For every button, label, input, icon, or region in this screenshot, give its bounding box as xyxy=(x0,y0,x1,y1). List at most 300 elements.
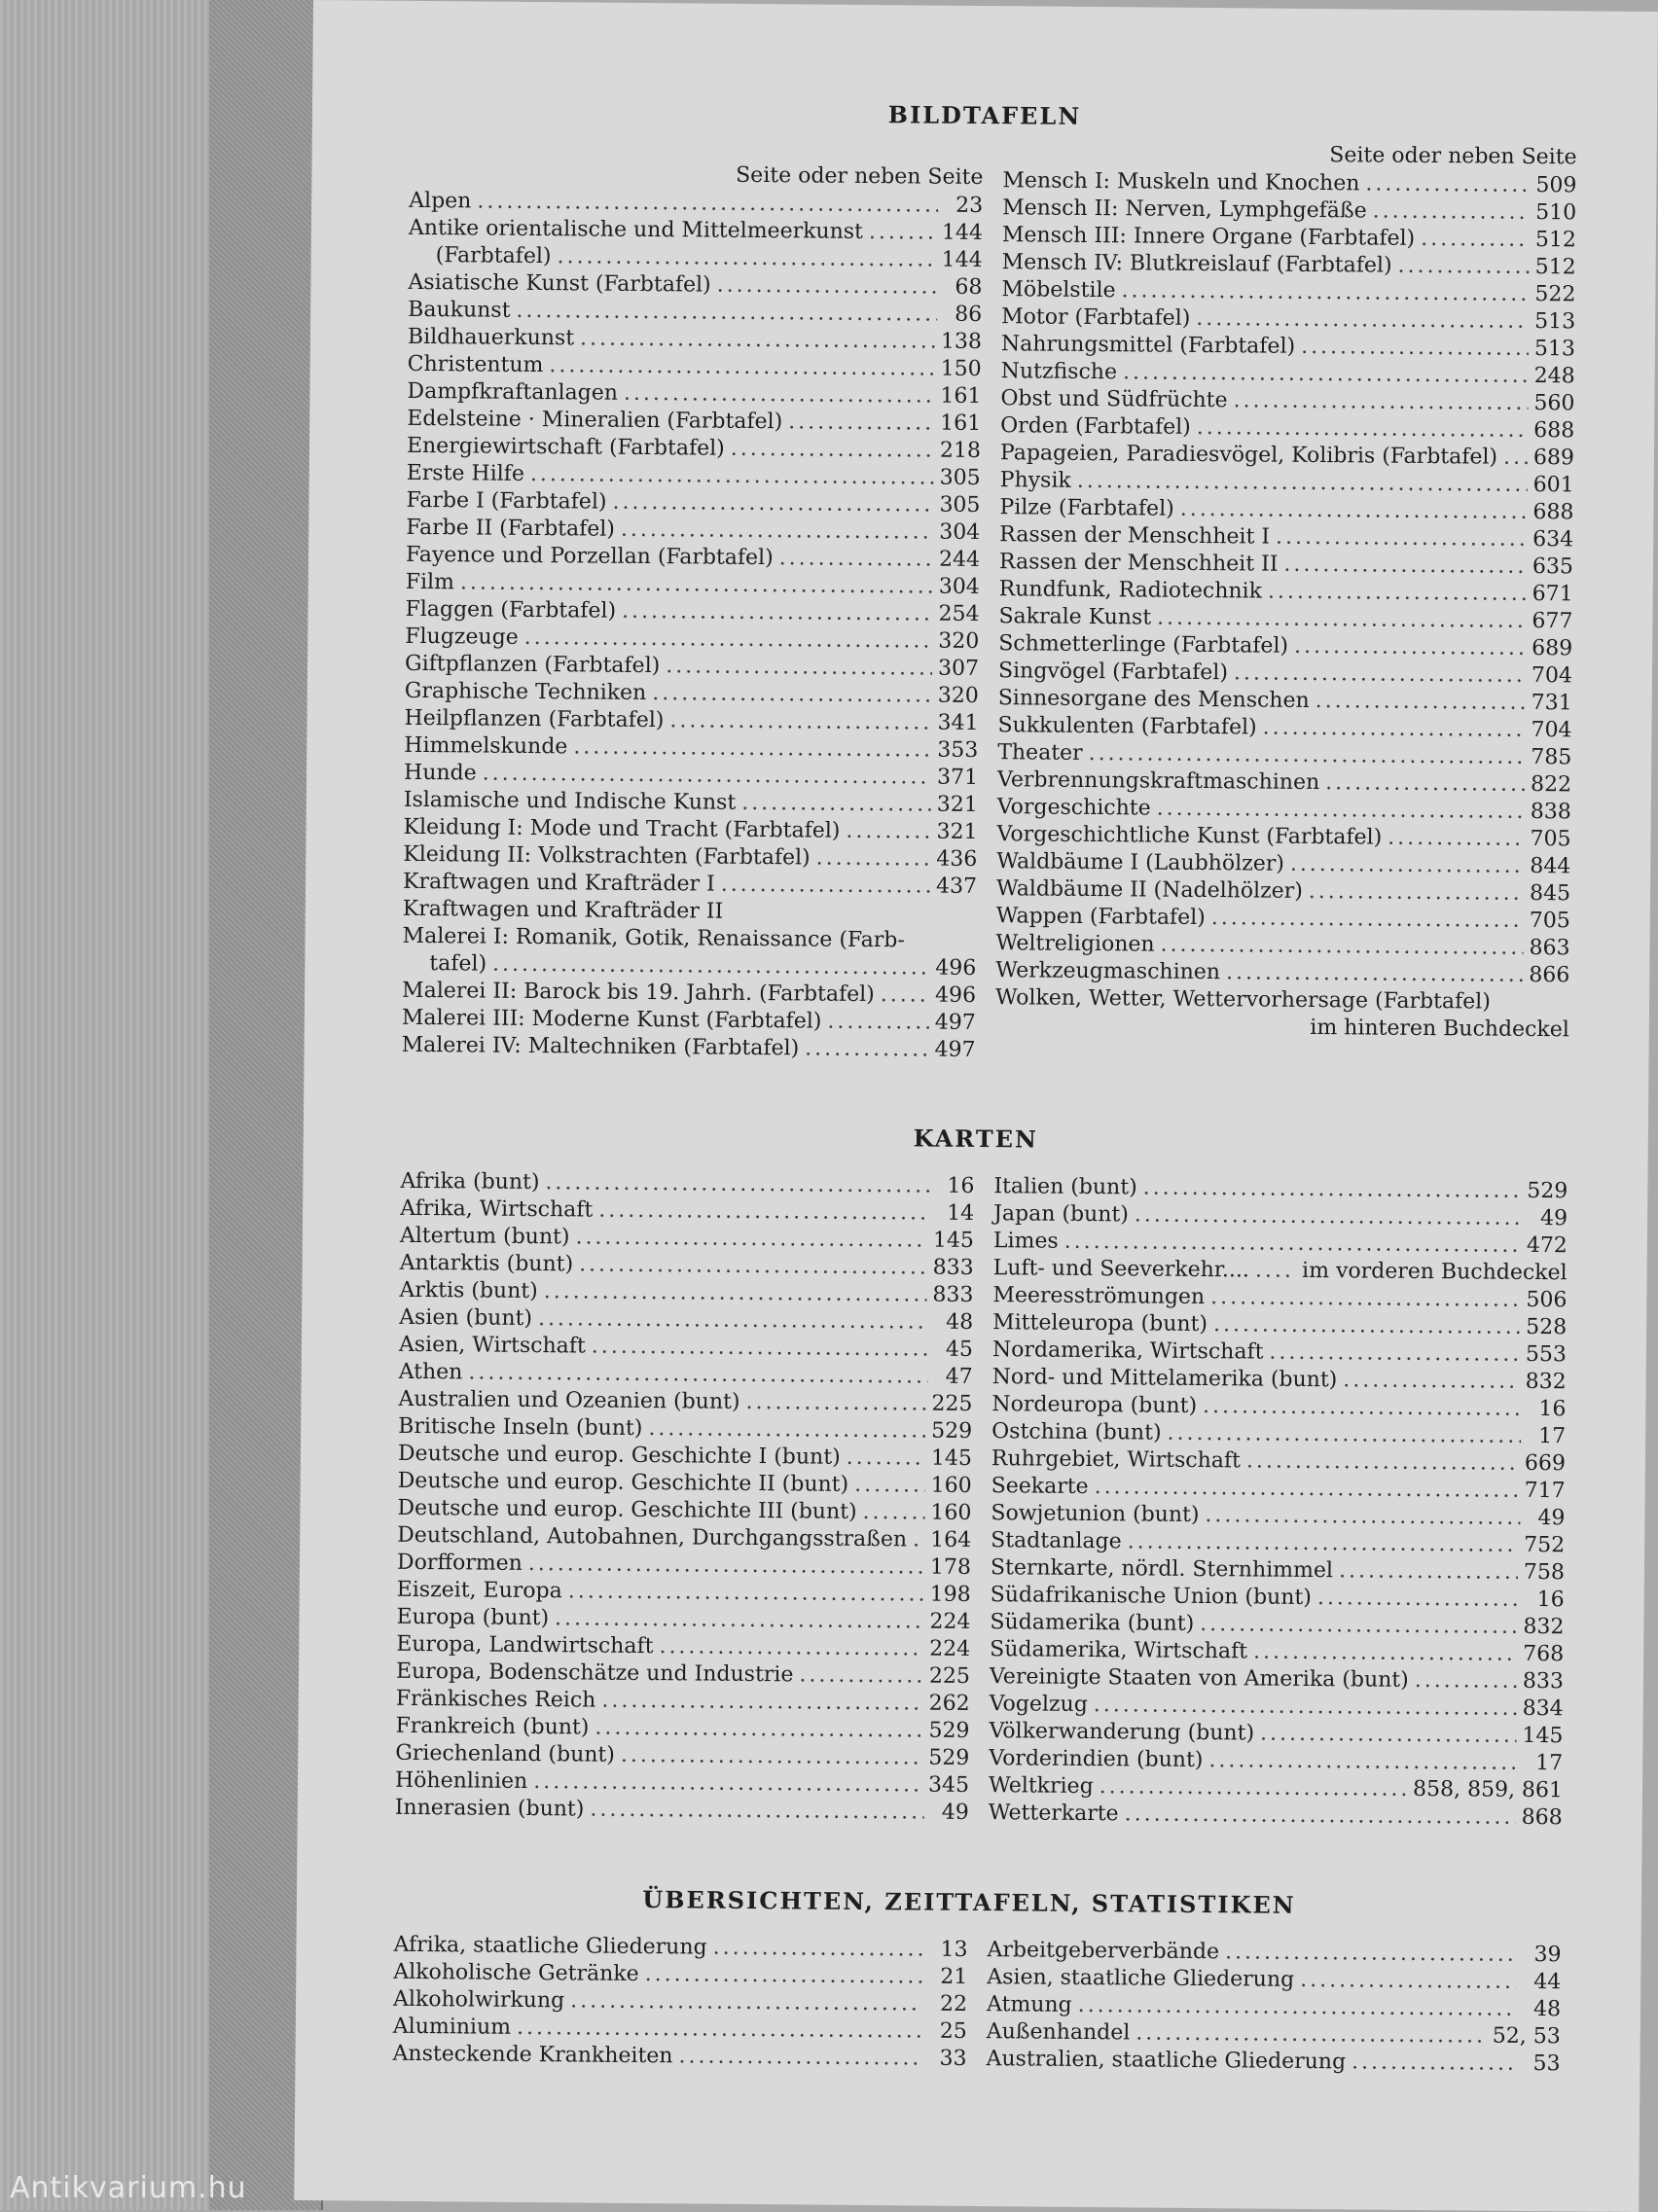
entry-page-number: 53 xyxy=(1521,2051,1560,2078)
karten-right-column xyxy=(989,1173,1568,1832)
entry-page-number: 353 xyxy=(937,737,978,765)
entry-page-number: 529 xyxy=(931,1418,972,1445)
entry-label: Film xyxy=(406,569,454,596)
leader-dots xyxy=(1167,1420,1521,1450)
leader-dots xyxy=(492,951,929,982)
entry-page-number: 832 xyxy=(1523,1614,1564,1641)
leader-dots xyxy=(659,1633,923,1662)
entry-page-number: 472 xyxy=(1527,1232,1568,1260)
leader-dots xyxy=(1397,253,1529,281)
entry-page-number: 305 xyxy=(939,492,980,519)
leader-dots xyxy=(1290,851,1525,880)
entry-page-number: 304 xyxy=(939,519,980,547)
entry-label: Mensch II: Nerven, Lymphgefäße xyxy=(1002,195,1367,225)
entry-page-number: 145 xyxy=(931,1445,972,1473)
entry-page-number: 224 xyxy=(929,1609,970,1636)
entry-page-number: 866 xyxy=(1529,962,1569,989)
entry-page-number: 704 xyxy=(1532,662,1572,690)
entry-label: Südafrikanische Union (bunt) xyxy=(991,1582,1312,1612)
entry-label: Völkerwanderung (bunt) xyxy=(989,1718,1254,1747)
entry-page-number: 705 xyxy=(1530,908,1570,935)
leader-dots xyxy=(1316,688,1526,717)
leader-dots xyxy=(678,2043,921,2072)
entry-label: Vorderindien (bunt) xyxy=(989,1745,1203,1774)
leader-dots xyxy=(1253,1638,1517,1667)
entry-label: Weltkrieg xyxy=(989,1772,1094,1801)
entry-page-number: 506 xyxy=(1526,1287,1567,1314)
entry-page-number: 307 xyxy=(938,656,979,683)
entry-label: Vorgeschichte xyxy=(997,794,1151,822)
section-title-bildtafeln: BILDTAFELN xyxy=(312,95,1657,135)
leader-dots xyxy=(622,598,933,628)
leader-dots xyxy=(1205,1502,1520,1532)
leader-dots xyxy=(881,981,930,1009)
entry-page-number: 512 xyxy=(1535,227,1576,254)
entry-page-number: 48 xyxy=(1522,1996,1561,2023)
index-entry xyxy=(392,2041,966,2073)
leader-dots xyxy=(516,298,937,329)
leader-dots xyxy=(1343,1367,1520,1396)
entry-label: Afrika, staatliche Gliederung xyxy=(393,1932,706,1962)
entry-label: Himmelskunde xyxy=(404,732,567,761)
entry-label: Dampfkraftanlagen xyxy=(407,378,618,408)
leader-dots xyxy=(1135,2019,1487,2050)
leader-dots xyxy=(1300,1967,1516,1996)
leader-dots xyxy=(1415,1667,1517,1695)
leader-dots xyxy=(779,545,934,573)
entry-label: Giftpflanzen (Farbtafel) xyxy=(405,651,660,680)
leader-dots xyxy=(648,1415,925,1445)
entry-label: Innerasien (bunt) xyxy=(395,1795,585,1824)
leader-dots xyxy=(621,517,934,547)
entry-label: Nordeuropa (bunt) xyxy=(991,1391,1197,1420)
entry-label: Vereinigte Staaten von Amerika (bunt) xyxy=(990,1663,1409,1695)
leader-dots xyxy=(1309,878,1524,908)
leader-dots xyxy=(1246,1447,1519,1477)
leader-dots xyxy=(1339,1557,1518,1587)
leader-dots xyxy=(713,1935,923,1964)
entry-page-number: 17 xyxy=(1527,1423,1566,1450)
leader-dots xyxy=(528,1551,924,1582)
entry-page-number: 150 xyxy=(941,356,982,383)
leader-dots xyxy=(621,1742,923,1772)
leader-dots xyxy=(1317,1585,1520,1614)
entry-page-number: 528 xyxy=(1526,1314,1567,1341)
leader-dots xyxy=(580,325,935,355)
entry-label: Islamische und Indische Kunst xyxy=(404,787,737,817)
entry-label: Malerei III: Moderne Kunst (Farbtafel) xyxy=(402,1005,822,1036)
entry-page-number: 144 xyxy=(942,220,983,247)
entry-page-number: 320 xyxy=(938,683,979,710)
entry-label: Nutzfische xyxy=(1001,358,1118,386)
entry-label: Sukkulenten (Farbtafel) xyxy=(997,712,1256,741)
leader-dots xyxy=(1294,633,1526,662)
entry-label: Pilze (Farbtafel) xyxy=(999,494,1174,523)
entry-page-number: 45 xyxy=(934,1337,973,1364)
entry-label: (Farbtafel) xyxy=(436,242,552,270)
leader-dots xyxy=(477,188,938,219)
entry-label: Flaggen (Farbtafel) xyxy=(405,596,616,625)
entry-label: Südamerika (bunt) xyxy=(990,1609,1194,1638)
entry-label: Vogelzug xyxy=(990,1691,1088,1719)
leader-dots xyxy=(595,1715,922,1745)
uebersichten-right-list xyxy=(986,1937,1561,2078)
entry-page-number: 833 xyxy=(933,1255,974,1282)
leader-dots xyxy=(1095,1474,1519,1505)
entry-page-number: 33 xyxy=(927,2046,966,2073)
leader-dots xyxy=(524,624,933,656)
leader-dots xyxy=(1225,1939,1517,1969)
entry-page-number: 262 xyxy=(929,1691,970,1718)
entry-page-number: 44 xyxy=(1522,1969,1561,1996)
entry-page-number: 496 xyxy=(935,982,976,1010)
entry-label: Nahrungsmittel (Farbtafel) xyxy=(1001,331,1295,361)
entry-label: Atmung xyxy=(987,1991,1072,2019)
entry-label: Japan (bunt) xyxy=(993,1200,1129,1229)
entry-label: Ruhrgebiet, Wirtschaft xyxy=(991,1445,1241,1475)
entry-page-number: 48 xyxy=(934,1309,973,1337)
leader-dots xyxy=(530,461,934,492)
entry-label: Farbe II (Farbtafel) xyxy=(406,515,615,544)
entry-label: Nord- und Mittelamerika (bunt) xyxy=(992,1364,1338,1394)
entry-page-number: 635 xyxy=(1532,553,1573,581)
entry-page-number: 22 xyxy=(928,1991,967,2018)
entry-label: Obst und Südfrüchte xyxy=(1000,385,1227,414)
entry-label: Kleidung I: Mode und Tracht (Farbtafel) xyxy=(403,814,840,845)
entry-label: Ansteckende Krankheiten xyxy=(392,2041,672,2071)
entry-label: Stadtanlage xyxy=(991,1527,1122,1555)
entry-label: Physik xyxy=(1000,467,1071,495)
leader-dots xyxy=(601,1688,923,1718)
leader-dots xyxy=(557,243,935,273)
entry-label: Mitteleuropa (bunt) xyxy=(992,1309,1207,1338)
leader-dots xyxy=(1208,1747,1518,1777)
entry-label: Frankreich (bunt) xyxy=(395,1713,589,1742)
leader-dots xyxy=(1255,1257,1296,1284)
entry-label: Europa (bunt) xyxy=(396,1604,549,1632)
entry-page-number: 320 xyxy=(938,628,979,656)
leader-dots xyxy=(1143,1174,1522,1204)
index-entry xyxy=(986,2046,1560,2078)
entry-label: Britische Inseln (bunt) xyxy=(398,1413,642,1443)
leader-dots xyxy=(1089,740,1526,771)
section-title-karten: KARTEN xyxy=(304,1119,1648,1159)
index-entry xyxy=(987,1964,1561,1996)
entry-page-number: 47 xyxy=(934,1364,973,1391)
leader-dots xyxy=(549,352,934,382)
leader-dots xyxy=(869,219,936,247)
entry-page-number: 437 xyxy=(936,874,977,901)
entry-label: Kraftwagen und Krafträder I xyxy=(403,869,715,899)
entry-label: Rundfunk, Radiotechnik xyxy=(999,576,1262,605)
entry-page-number: 704 xyxy=(1531,717,1571,744)
leader-dots xyxy=(590,1797,924,1827)
leader-dots xyxy=(555,1605,924,1635)
entry-page-number: 513 xyxy=(1534,336,1575,363)
leader-dots xyxy=(669,707,931,736)
entry-page-number: 341 xyxy=(937,710,978,737)
entry-page-number: 671 xyxy=(1532,581,1573,608)
entry-page-number: 305 xyxy=(940,465,981,492)
section-title-uebersichten: ÜBERSICHTEN, ZEITTAFELN, STATISTIKEN xyxy=(297,1882,1641,1922)
entry-page-number: 16 xyxy=(1527,1396,1566,1423)
entry-label: Kraftwagen und Krafträder II xyxy=(403,896,724,926)
entry-page-number: 39 xyxy=(1522,1942,1561,1969)
entry-label: Orden (Farbtafel) xyxy=(1000,412,1191,442)
entry-label: Erste Hilfe xyxy=(407,460,524,488)
leader-dots xyxy=(721,872,931,901)
entry-label: im hinteren Buchdeckel xyxy=(1310,1015,1569,1044)
entry-page-number: 145 xyxy=(933,1228,974,1255)
index-entry xyxy=(402,1032,976,1064)
entry-page-number: 705 xyxy=(1530,826,1570,853)
entry-page-number: 833 xyxy=(932,1282,973,1309)
entry-page-number: 512 xyxy=(1535,254,1576,281)
leader-dots xyxy=(854,1472,925,1500)
entry-page-number: 198 xyxy=(930,1582,971,1609)
leader-dots xyxy=(1196,305,1529,336)
entry-label: Altertum (bunt) xyxy=(400,1223,570,1252)
entry-label: Meeresströmungen xyxy=(992,1282,1205,1311)
entry-label: Alkoholwirkung xyxy=(393,1986,564,2016)
entry-label: Malerei IV: Maltechniken (Farbtafel) xyxy=(402,1032,800,1063)
leader-dots xyxy=(1099,1773,1408,1803)
entry-page-number: 497 xyxy=(934,1037,975,1064)
entry-label: Werkzeugmaschinen xyxy=(995,957,1220,986)
leader-dots xyxy=(816,845,931,874)
entry-label: Südamerika, Wirtschaft xyxy=(990,1636,1247,1665)
entry-label: Fayence und Porzellan (Farbtafel) xyxy=(406,542,774,572)
leader-dots xyxy=(741,790,931,819)
leader-dots xyxy=(1268,579,1527,608)
leader-dots xyxy=(1157,605,1527,635)
leader-dots xyxy=(538,1305,928,1336)
leader-dots xyxy=(827,1009,929,1037)
entry-label: Sakrale Kunst xyxy=(998,603,1151,631)
karten-right-list xyxy=(989,1173,1568,1832)
entry-page-number: 49 xyxy=(1529,1205,1568,1232)
entry-label: Wappen (Farbtafel) xyxy=(996,903,1206,932)
leader-dots xyxy=(1373,198,1531,227)
entry-label: Verbrennungskraftmaschinen xyxy=(997,767,1319,797)
leader-dots xyxy=(1276,524,1527,553)
entry-label: Asien, staatliche Gliederung xyxy=(987,1964,1294,1994)
entry-page-number: 731 xyxy=(1532,690,1572,717)
watermark: Antikvarium.hu xyxy=(10,2171,247,2205)
entry-page-number: 244 xyxy=(939,547,980,574)
entry-label: Antarktis (bunt) xyxy=(400,1250,574,1279)
leader-dots xyxy=(1128,1528,1519,1559)
leader-dots xyxy=(1503,445,1528,472)
index-entry xyxy=(395,1795,969,1827)
entry-label: Europa, Bodenschätze und Industrie xyxy=(396,1659,794,1690)
leader-dots xyxy=(570,1987,922,2017)
entry-label: Energiewirtschaft (Farbtafel) xyxy=(407,433,725,463)
leader-dots xyxy=(913,1526,924,1553)
entry-page-number: 634 xyxy=(1532,526,1573,553)
leader-dots xyxy=(1135,1201,1523,1231)
entry-page-number: 560 xyxy=(1533,390,1574,417)
entry-page-number: 254 xyxy=(938,601,979,628)
entry-page-number: 838 xyxy=(1531,799,1571,826)
entry-page-number: 553 xyxy=(1526,1341,1567,1369)
entry-page-number: 863 xyxy=(1529,935,1569,962)
entry-label: Edelsteine · Mineralien (Farbtafel) xyxy=(407,406,782,436)
leader-dots xyxy=(545,1169,929,1199)
entry-label: Farbe I (Farbtafel) xyxy=(406,487,606,517)
leader-dots xyxy=(1365,170,1530,198)
bildtafeln-right-list xyxy=(995,167,1577,1044)
leader-dots xyxy=(1210,1284,1520,1314)
leader-dots xyxy=(1077,468,1528,499)
entry-label: Nordamerika, Wirtschaft xyxy=(992,1337,1264,1366)
leader-dots xyxy=(1352,2049,1516,2077)
leader-dots xyxy=(846,818,930,846)
entry-label: Mensch I: Muskeln und Knochen xyxy=(1002,167,1359,197)
entry-label: Athen xyxy=(399,1359,463,1387)
leader-dots xyxy=(1301,334,1529,363)
entry-page-number: 833 xyxy=(1523,1668,1564,1695)
entry-page-number: 161 xyxy=(940,383,981,410)
entry-page-number: 868 xyxy=(1522,1804,1563,1832)
leader-dots xyxy=(460,569,933,600)
entry-label: Möbelstile xyxy=(1001,276,1115,304)
entry-page-number: 371 xyxy=(937,765,978,792)
entry-page-number: 834 xyxy=(1523,1695,1564,1723)
entry-page-number: 178 xyxy=(930,1554,971,1582)
leader-dots xyxy=(1226,959,1524,989)
entry-label: Deutsche und europ. Geschichte II (bunt) xyxy=(398,1468,849,1499)
entry-page-number: 785 xyxy=(1531,744,1571,771)
leader-dots xyxy=(1157,796,1525,826)
entry-page-number: 822 xyxy=(1531,771,1571,799)
entry-page-number: 529 xyxy=(928,1718,969,1745)
leader-dots xyxy=(1121,277,1529,308)
entry-label: Italien (bunt) xyxy=(993,1173,1137,1201)
leader-dots xyxy=(1200,1611,1517,1641)
leader-dots xyxy=(624,380,935,410)
entry-page-number: 13 xyxy=(928,1937,967,1964)
leader-dots xyxy=(612,489,933,519)
entry-page-number: 224 xyxy=(929,1636,970,1663)
entry-label: Mensch IV: Blutkreislauf (Farbtafel) xyxy=(1002,249,1392,279)
entry-page-number: 321 xyxy=(936,819,977,846)
index-entry xyxy=(995,984,1569,1017)
leader-dots xyxy=(1234,660,1526,690)
entry-label: Christentum xyxy=(408,351,544,379)
entry-label: Theater xyxy=(997,739,1083,767)
entry-page-number: 16 xyxy=(935,1173,974,1200)
entry-label: Sinnesorgane des Menschen xyxy=(998,685,1310,715)
entry-label: Wetterkarte xyxy=(989,1800,1119,1828)
entry-page-number: 86 xyxy=(943,302,982,329)
leader-dots xyxy=(579,1251,927,1281)
entry-page-number: 145 xyxy=(1522,1723,1563,1750)
entry-label: Rassen der Menschheit I xyxy=(999,521,1270,551)
book-page xyxy=(294,0,1658,2212)
entry-page-number: 688 xyxy=(1532,499,1573,526)
entry-label: Seekarte xyxy=(991,1473,1089,1501)
entry-page-number: 688 xyxy=(1533,417,1574,445)
uebersichten-right-column xyxy=(986,1937,1561,2078)
leader-dots xyxy=(598,1197,929,1228)
entry-label: Dorfformen xyxy=(397,1550,523,1578)
entry-page-number: 768 xyxy=(1523,1641,1564,1668)
seite-header: Seite oder neben Seite xyxy=(1003,138,1577,172)
leader-dots xyxy=(745,1389,925,1418)
leader-dots xyxy=(1283,552,1527,581)
entry-label: Asien (bunt) xyxy=(399,1304,532,1333)
leader-dots xyxy=(1125,1801,1516,1832)
leader-dots xyxy=(1269,1339,1520,1369)
leader-dots xyxy=(544,1278,927,1308)
leader-dots xyxy=(1064,1229,1521,1260)
entry-page-number: 529 xyxy=(928,1745,969,1772)
leader-dots xyxy=(1263,715,1526,744)
entry-label: Schmetterlinge (Farbtafel) xyxy=(998,630,1288,660)
entry-label: Alkoholische Getränke xyxy=(393,1959,639,1988)
entry-label: Papageien, Paradiesvögel, Kolibris (Farbtafel) xyxy=(1000,440,1497,471)
entry-page-number: 68 xyxy=(943,274,982,302)
entry-page-number: 510 xyxy=(1535,199,1576,227)
entry-page-number: 144 xyxy=(942,247,983,274)
leader-dots xyxy=(1213,1311,1520,1341)
entry-label: Motor (Farbtafel) xyxy=(1001,303,1190,333)
leader-dots xyxy=(1325,769,1525,799)
leader-dots xyxy=(1078,1992,1517,2023)
entry-page-number: 513 xyxy=(1534,308,1575,336)
entry-label: Sternkarte, nördl. Sternhimmel xyxy=(991,1554,1333,1585)
entry-page-number: 844 xyxy=(1530,853,1570,880)
bildtafeln-left-list xyxy=(402,188,984,1064)
entry-label: Eiszeit, Europa xyxy=(397,1577,562,1605)
leader-dots xyxy=(592,1334,928,1364)
entry-label: Asien, Wirtschaft xyxy=(399,1332,586,1361)
entry-label: Weltreligionen xyxy=(995,930,1154,958)
entry-page-number: 509 xyxy=(1535,172,1576,199)
entry-page-number: 225 xyxy=(929,1663,970,1691)
entry-page-number: 858, 859, 861 xyxy=(1413,1776,1563,1804)
entry-label: Bildhauerkunst xyxy=(408,324,574,352)
entry-label: Waldbäume I (Laubhölzer) xyxy=(996,848,1284,878)
entry-label: Griechenland (bunt) xyxy=(395,1740,615,1769)
leader-dots xyxy=(1233,387,1528,417)
entry-page-number: 160 xyxy=(931,1473,972,1500)
entry-label: Australien, staatliche Gliederung xyxy=(986,2046,1346,2076)
entry-page-number: 23 xyxy=(944,193,983,220)
leader-dots xyxy=(717,272,938,302)
leader-dots xyxy=(799,1661,923,1690)
entry-page-number: 601 xyxy=(1533,472,1574,499)
leader-dots xyxy=(1203,1393,1522,1423)
uebersichten-left-list xyxy=(392,1932,967,2073)
entry-label: Vorgeschichtliche Kunst (Farbtafel) xyxy=(996,821,1382,851)
leader-dots xyxy=(666,653,932,682)
entry-page-number: 496 xyxy=(935,955,976,982)
entry-page-number: 689 xyxy=(1533,445,1574,472)
leader-dots xyxy=(483,761,932,792)
entry-label: Fränkisches Reich xyxy=(396,1686,596,1715)
karten-left-list xyxy=(395,1168,975,1827)
entry-label: Flugzeuge xyxy=(405,624,519,652)
entry-page-number: 25 xyxy=(928,2018,967,2046)
leader-dots xyxy=(1123,359,1529,390)
index-entry xyxy=(997,712,1571,744)
index-entry xyxy=(989,1800,1563,1832)
entry-label: Waldbäume II (Nadelhölzer) xyxy=(996,875,1303,906)
entry-label: Alpen xyxy=(409,188,471,216)
entry-page-number: 522 xyxy=(1534,281,1575,308)
